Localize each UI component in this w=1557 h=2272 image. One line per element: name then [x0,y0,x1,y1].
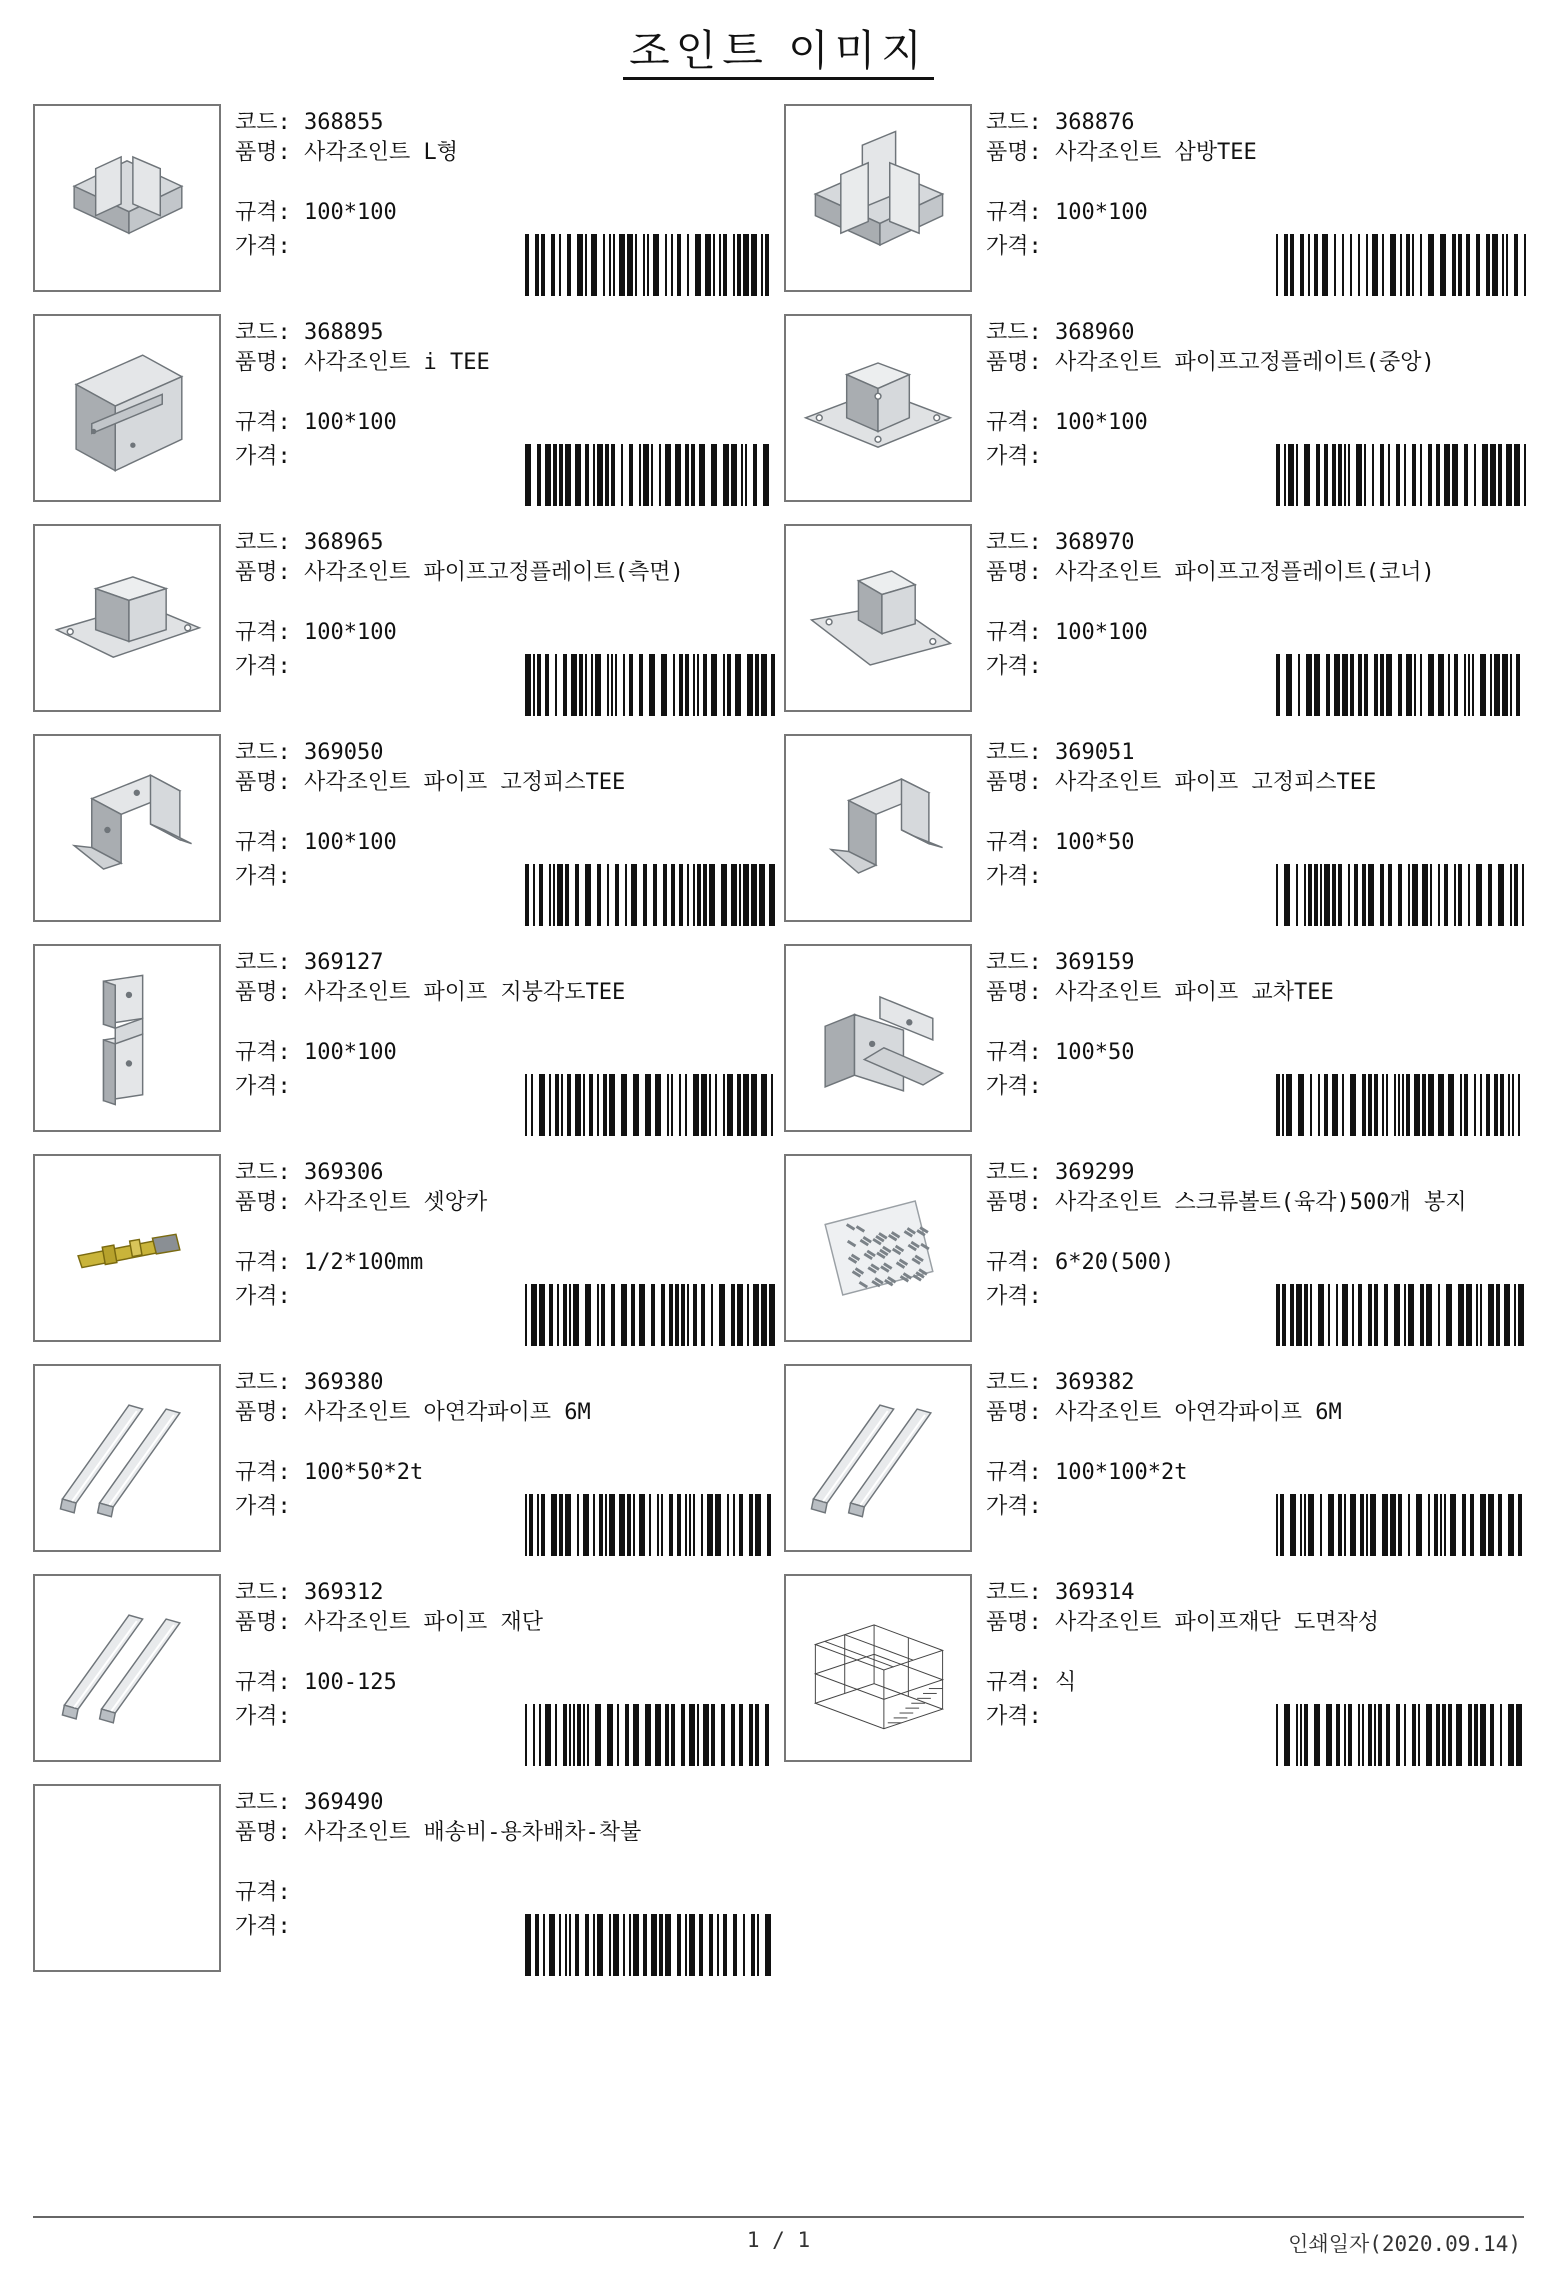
product-code-line [235,1790,383,1816]
product-name: 사각조인트 파이프 재단 [304,1610,544,1635]
product-item [33,944,775,1136]
product-price-label: 가격: [235,1914,291,1939]
product-code-label: 코드: [235,1790,291,1815]
product-code: 368876 [1055,110,1135,135]
product-code-label: 코드: [235,950,291,975]
product-code: 369380 [304,1370,384,1395]
product-name-label: 품명: [986,1400,1042,1425]
i-tee-icon [35,316,219,500]
barcode [525,1494,775,1556]
product-item [33,104,775,296]
product-spec-label: 규격: [235,1670,291,1695]
product-spec-label: 규격: [986,620,1042,645]
product-spec: 100*50 [1055,1040,1135,1065]
product-code-line [986,1160,1134,1186]
product-spec: 100*50 [1055,830,1135,855]
product-price-line [235,1284,291,1310]
roof-angle-tee-icon [35,946,219,1130]
product-code-line [235,1580,383,1606]
product-price-label: 가격: [235,1704,291,1729]
zinc-square-pipe-icon [786,1366,970,1550]
product-code-label: 코드: [235,740,291,765]
product-spec-label: 규격: [235,200,291,225]
product-code-label: 코드: [235,1580,291,1605]
product-code: 369127 [304,950,384,975]
product-name-line [986,1400,1526,1426]
product-spec: 100*100 [1055,410,1148,435]
product-code-label: 코드: [986,1160,1042,1185]
product-name-label: 품명: [986,1190,1042,1215]
product-image [33,104,221,292]
product-code: 369312 [304,1580,384,1605]
product-image [33,1574,221,1762]
frame-drawing-icon [786,1576,970,1760]
product-code: 368970 [1055,530,1135,555]
product-name-line [235,770,775,796]
product-name: 사각조인트 L형 [304,140,459,165]
product-image [784,1364,972,1552]
product-item [784,734,1526,926]
product-name-label: 품명: [235,770,291,795]
product-image [784,1154,972,1342]
product-spec-line [235,620,397,646]
product-name-label: 품명: [986,980,1042,1005]
product-code-label: 코드: [235,110,291,135]
product-name-line [235,1610,775,1636]
product-code-label: 코드: [235,530,291,555]
product-code: 368855 [304,110,384,135]
product-price-line [235,444,291,470]
product-spec: 100*50*2t [304,1460,424,1485]
barcode [1276,864,1526,926]
product-price-line [235,654,291,680]
footer-divider [33,2216,1524,2218]
product-name-label: 품명: [235,1820,291,1845]
product-name: 사각조인트 아연각파이프 6M [1055,1400,1342,1425]
product-spec-label: 규격: [986,1250,1042,1275]
product-code: 369299 [1055,1160,1135,1185]
product-name-line [986,980,1526,1006]
product-code-line [986,950,1134,976]
product-spec-line [986,200,1148,226]
product-name: 사각조인트 i TEE [304,350,490,375]
product-price-label: 가격: [986,654,1042,679]
product-name-label: 품명: [235,560,291,585]
product-image [33,314,221,502]
product-spec-line [986,830,1134,856]
product-name-label: 품명: [235,350,291,375]
product-price-label: 가격: [986,444,1042,469]
product-name-line [986,770,1526,796]
product-name-line [235,980,775,1006]
product-name-line [235,1400,775,1426]
product-image [33,1364,221,1552]
barcode [1276,1704,1526,1766]
product-item [784,1574,1526,1766]
product-price-label: 가격: [235,234,291,259]
product-spec-label: 규격: [235,410,291,435]
product-image-placeholder [33,1784,221,1972]
product-price-line [235,1494,291,1520]
product-price-line [235,234,291,260]
product-spec-label: 규격: [986,830,1042,855]
product-item [33,1784,775,1976]
product-name: 사각조인트 아연각파이프 6M [304,1400,591,1425]
product-name-line [235,1190,775,1216]
product-code-line [986,320,1134,346]
set-anchor-icon [35,1156,219,1340]
product-name-label: 품명: [986,140,1042,165]
product-price-label: 가격: [986,234,1042,259]
product-code: 369051 [1055,740,1135,765]
product-code-line [235,950,383,976]
product-name-label: 품명: [235,1190,291,1215]
product-name-line [986,1610,1526,1636]
barcode [1276,444,1526,506]
product-name: 사각조인트 파이프고정플레이트(중앙) [1055,350,1435,375]
product-image [33,1154,221,1342]
product-code-line [986,1580,1134,1606]
product-name-label: 품명: [235,1610,291,1635]
product-name-line [235,140,775,166]
product-item [784,314,1526,506]
product-code: 368960 [1055,320,1135,345]
product-price-label: 가격: [235,1494,291,1519]
page-title: 조인트 이미지 [0,18,1557,78]
product-price-line [986,864,1042,890]
product-price-line [235,1704,291,1730]
product-price-line [235,1914,291,1940]
fixing-piece-tee-icon [35,736,219,920]
product-spec-line [235,410,397,436]
barcode [525,444,775,506]
product-code: 369306 [304,1160,384,1185]
product-name: 사각조인트 배송비-용차배차-착불 [304,1820,642,1845]
product-spec-label: 규격: [986,1040,1042,1065]
product-name-label: 품명: [235,140,291,165]
product-name: 사각조인트 파이프 교차TEE [1055,980,1334,1005]
product-code-line [986,110,1134,136]
product-spec-line [986,1670,1076,1696]
center-plate-icon [786,316,970,500]
product-spec: 1/2*100mm [304,1250,424,1275]
product-spec-label: 규격: [235,1460,291,1485]
product-code-line [235,110,383,136]
product-spec: 100*100*2t [1055,1460,1188,1485]
corner-plate-icon [786,526,970,710]
product-name-line [986,560,1526,586]
product-price-label: 가격: [235,654,291,679]
product-spec-line [235,1670,397,1696]
product-spec-label: 규격: [235,1250,291,1275]
product-spec: 100*100 [304,620,397,645]
barcode [525,234,775,296]
product-image [784,1574,972,1762]
product-price-line [986,1704,1042,1730]
product-price-label: 가격: [235,1284,291,1309]
product-spec: 100*100 [304,200,397,225]
product-price-line [235,864,291,890]
cross-tee-icon [786,946,970,1130]
product-code-line [235,320,383,346]
product-spec-line [235,200,397,226]
product-spec-label: 규격: [986,200,1042,225]
product-code-label: 코드: [235,320,291,345]
product-name-label: 품명: [986,1610,1042,1635]
barcode [525,1284,775,1346]
product-spec-label: 규격: [986,1670,1042,1695]
three-way-tee-icon [786,106,970,290]
product-image [33,524,221,712]
side-plate-icon [35,526,219,710]
product-spec-label: 규격: [235,830,291,855]
product-name-label: 품명: [235,980,291,1005]
product-code: 368965 [304,530,384,555]
product-spec-line [235,1460,423,1486]
product-image [784,734,972,922]
product-price-label: 가격: [235,444,291,469]
barcode [525,654,775,716]
product-name: 사각조인트 파이프고정플레이트(코너) [1055,560,1435,585]
product-spec-line [986,1250,1174,1276]
product-item [784,944,1526,1136]
product-name: 사각조인트 셋앙카 [304,1190,488,1215]
barcode [525,1914,775,1976]
product-name: 사각조인트 파이프고정플레이트(측면) [304,560,684,585]
l-joint-icon [35,106,219,290]
product-spec: 100*100 [1055,620,1148,645]
product-code-label: 코드: [986,740,1042,765]
product-code: 369490 [304,1790,384,1815]
print-date: 인쇄일자(2020.09.14) [1288,2232,1521,2256]
product-name: 사각조인트 파이프 고정피스TEE [304,770,626,795]
barcode [1276,234,1526,296]
product-spec-line [986,620,1148,646]
product-spec: 6*20(500) [1055,1250,1175,1275]
product-name: 사각조인트 파이프재단 도면작성 [1055,1610,1380,1635]
pipe-cutting-icon [35,1576,219,1760]
product-code: 369314 [1055,1580,1135,1605]
product-name-line [235,350,775,376]
product-spec-line [235,1040,397,1066]
product-code-label: 코드: [986,950,1042,975]
product-price-label: 가격: [986,1494,1042,1519]
product-name-label: 품명: [986,560,1042,585]
product-spec-label: 규격: [986,1460,1042,1485]
product-item [33,1364,775,1556]
product-name-line [986,140,1526,166]
product-price-line [986,234,1042,260]
product-price-label: 가격: [986,1074,1042,1099]
product-item [784,104,1526,296]
barcode [1276,654,1526,716]
product-name-line [235,1820,775,1846]
product-name: 사각조인트 스크류볼트(육각)500개 봉지 [1055,1190,1467,1215]
product-spec-label: 규격: [235,620,291,645]
product-code: 369159 [1055,950,1135,975]
product-spec: 100*100 [304,1040,397,1065]
barcode [525,1704,775,1766]
barcode [525,1074,775,1136]
product-code: 369382 [1055,1370,1135,1395]
product-image [784,104,972,292]
barcode [1276,1494,1526,1556]
product-code-line [235,740,383,766]
zinc-square-pipe-icon [35,1366,219,1550]
product-spec-line [986,1460,1187,1486]
product-name-line [986,1190,1526,1216]
product-spec: 100-125 [304,1670,397,1695]
product-code-label: 코드: [986,1370,1042,1395]
product-item [33,1574,775,1766]
product-price-line [986,444,1042,470]
screw-bolt-bag-icon [786,1156,970,1340]
product-price-label: 가격: [235,864,291,889]
product-image [33,734,221,922]
product-code-line [235,1370,383,1396]
barcode [1276,1284,1526,1346]
product-spec: 식 [1055,1670,1077,1695]
product-price-line [986,654,1042,680]
fixing-piece-tee-small-icon [786,736,970,920]
product-price-label: 가격: [986,864,1042,889]
product-name: 사각조인트 파이프 고정피스TEE [1055,770,1377,795]
page-number: 1 / 1 [746,2228,811,2252]
product-spec-label: 규격: [235,1880,291,1905]
product-name-line [235,560,775,586]
product-price-label: 가격: [986,1704,1042,1729]
product-spec: 100*100 [1055,200,1148,225]
product-price-label: 가격: [235,1074,291,1099]
product-name-label: 품명: [986,770,1042,795]
product-code-label: 코드: [986,1580,1042,1605]
product-name-label: 품명: [235,1400,291,1425]
empty-image [35,1786,219,1970]
product-item [33,524,775,716]
product-name: 사각조인트 삼방TEE [1055,140,1257,165]
product-image [784,944,972,1132]
product-code-label: 코드: [235,1370,291,1395]
product-name-line [986,350,1526,376]
product-code-label: 코드: [986,530,1042,555]
product-code-line [986,740,1134,766]
product-image [784,314,972,502]
product-code-line [235,530,383,556]
product-item [33,734,775,926]
product-item [784,524,1526,716]
product-spec-line [235,830,397,856]
product-image [33,944,221,1132]
product-code-line [986,1370,1134,1396]
product-item [33,314,775,506]
product-price-line [986,1074,1042,1100]
product-item [784,1364,1526,1556]
product-code-label: 코드: [986,320,1042,345]
product-price-line [986,1494,1042,1520]
product-code-line [986,530,1134,556]
product-spec-line [986,410,1148,436]
product-spec-line [235,1880,291,1906]
product-spec-label: 규격: [986,410,1042,435]
product-spec: 100*100 [304,830,397,855]
product-spec-line [986,1040,1134,1066]
product-code-label: 코드: [986,110,1042,135]
barcode [525,864,775,926]
product-spec: 100*100 [304,410,397,435]
product-code: 368895 [304,320,384,345]
product-price-line [986,1284,1042,1310]
product-spec-label: 규격: [235,1040,291,1065]
product-item [33,1154,775,1346]
product-price-line [235,1074,291,1100]
product-code: 369050 [304,740,384,765]
product-name: 사각조인트 파이프 지붕각도TEE [304,980,626,1005]
product-code-label: 코드: [235,1160,291,1185]
product-spec-line [235,1250,423,1276]
product-name-label: 품명: [986,350,1042,375]
barcode [1276,1074,1526,1136]
product-image [784,524,972,712]
product-price-label: 가격: [986,1284,1042,1309]
product-code-line [235,1160,383,1186]
product-item [784,1154,1526,1346]
